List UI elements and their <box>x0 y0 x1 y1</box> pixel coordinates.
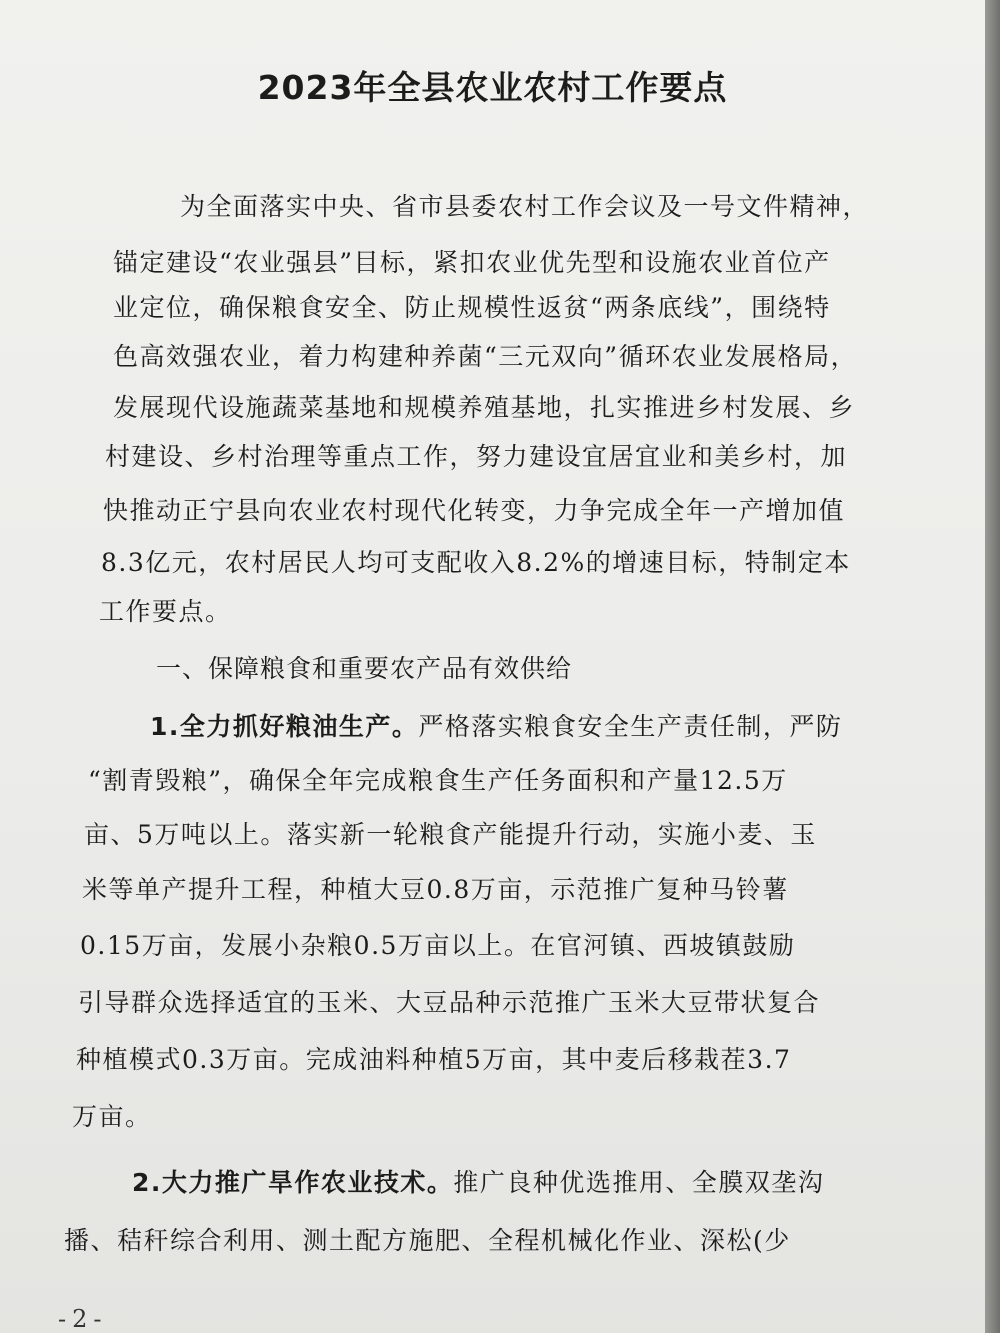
intro-line: 8.3亿元，农村居民人均可支配收入8.2%的增速目标，特制定本 <box>101 548 851 577</box>
page-edge-shadow <box>985 0 1000 1333</box>
page-number: -2- <box>58 1305 108 1333</box>
item-1-line: 亩、5万吨以上。落实新一轮粮食产能提升行动，实施小麦、玉 <box>84 820 817 849</box>
intro-line: 为全面落实中央、省市县委农村工作会议及一号文件精神， <box>180 192 870 221</box>
intro-line: 锚定建设“农业强县”目标，紧扣农业优先型和设施农业首位产 <box>113 248 831 277</box>
item-2-first-line <box>132 1166 824 1200</box>
item-1-first-line <box>150 710 842 744</box>
intro-line: 色高效强农业，着力构建种养菌“三元双向”循环农业发展格局， <box>113 342 858 371</box>
item-1-line: 万亩。 <box>72 1102 152 1131</box>
intro-line: 发展现代设施蔬菜基地和规模养殖基地，扎实推进乡村发展、乡 <box>113 393 856 422</box>
item-2-text: 推广良种优选推用、全膜双垄沟 <box>453 1168 825 1197</box>
item-1-line: 引导群众选择适宜的玉米、大豆品种示范推广玉米大豆带状复合 <box>78 988 821 1017</box>
intro-line: 村建设、乡村治理等重点工作，努力建设宜居宜业和美乡村，加 <box>105 442 848 471</box>
item-1-text: 严格落实粮食安全生产责任制，严防 <box>418 712 843 741</box>
item-1-line: 0.15万亩，发展小杂粮0.5万亩以上。在官河镇、西坡镇鼓励 <box>80 931 796 960</box>
item-1-line: 种植模式0.3万亩。完成油料种植5万亩，其中麦后移栽茬3.7 <box>76 1045 792 1074</box>
intro-line: 工作要点。 <box>99 597 232 626</box>
intro-line: 快推动正宁县向农业农村现代化转变，力争完成全年一产增加值 <box>103 496 846 525</box>
intro-line: 业定位，确保粮食安全、防止规模性返贫“两条底线”，围绕特 <box>113 293 831 322</box>
item-2-title: 2.大力推广旱作农业技术。 <box>132 1168 454 1197</box>
document-title: 2023年全县农业农村工作要点 <box>257 68 728 107</box>
section-heading: 一、保障粮食和重要农产品有效供给 <box>156 654 573 683</box>
item-1-line: “割青毁粮”，确保全年完成粮食生产任务面积和产量12.5万 <box>88 766 788 795</box>
item-1-line: 米等单产提升工程，种植大豆0.8万亩，示范推广复种马铃薯 <box>82 875 789 904</box>
item-2-line: 播、秸秆综合利用、测土配方施肥、全程机械化作业、深松(少 <box>64 1226 791 1255</box>
item-1-title: 1.全力抓好粮油生产。 <box>150 712 419 741</box>
